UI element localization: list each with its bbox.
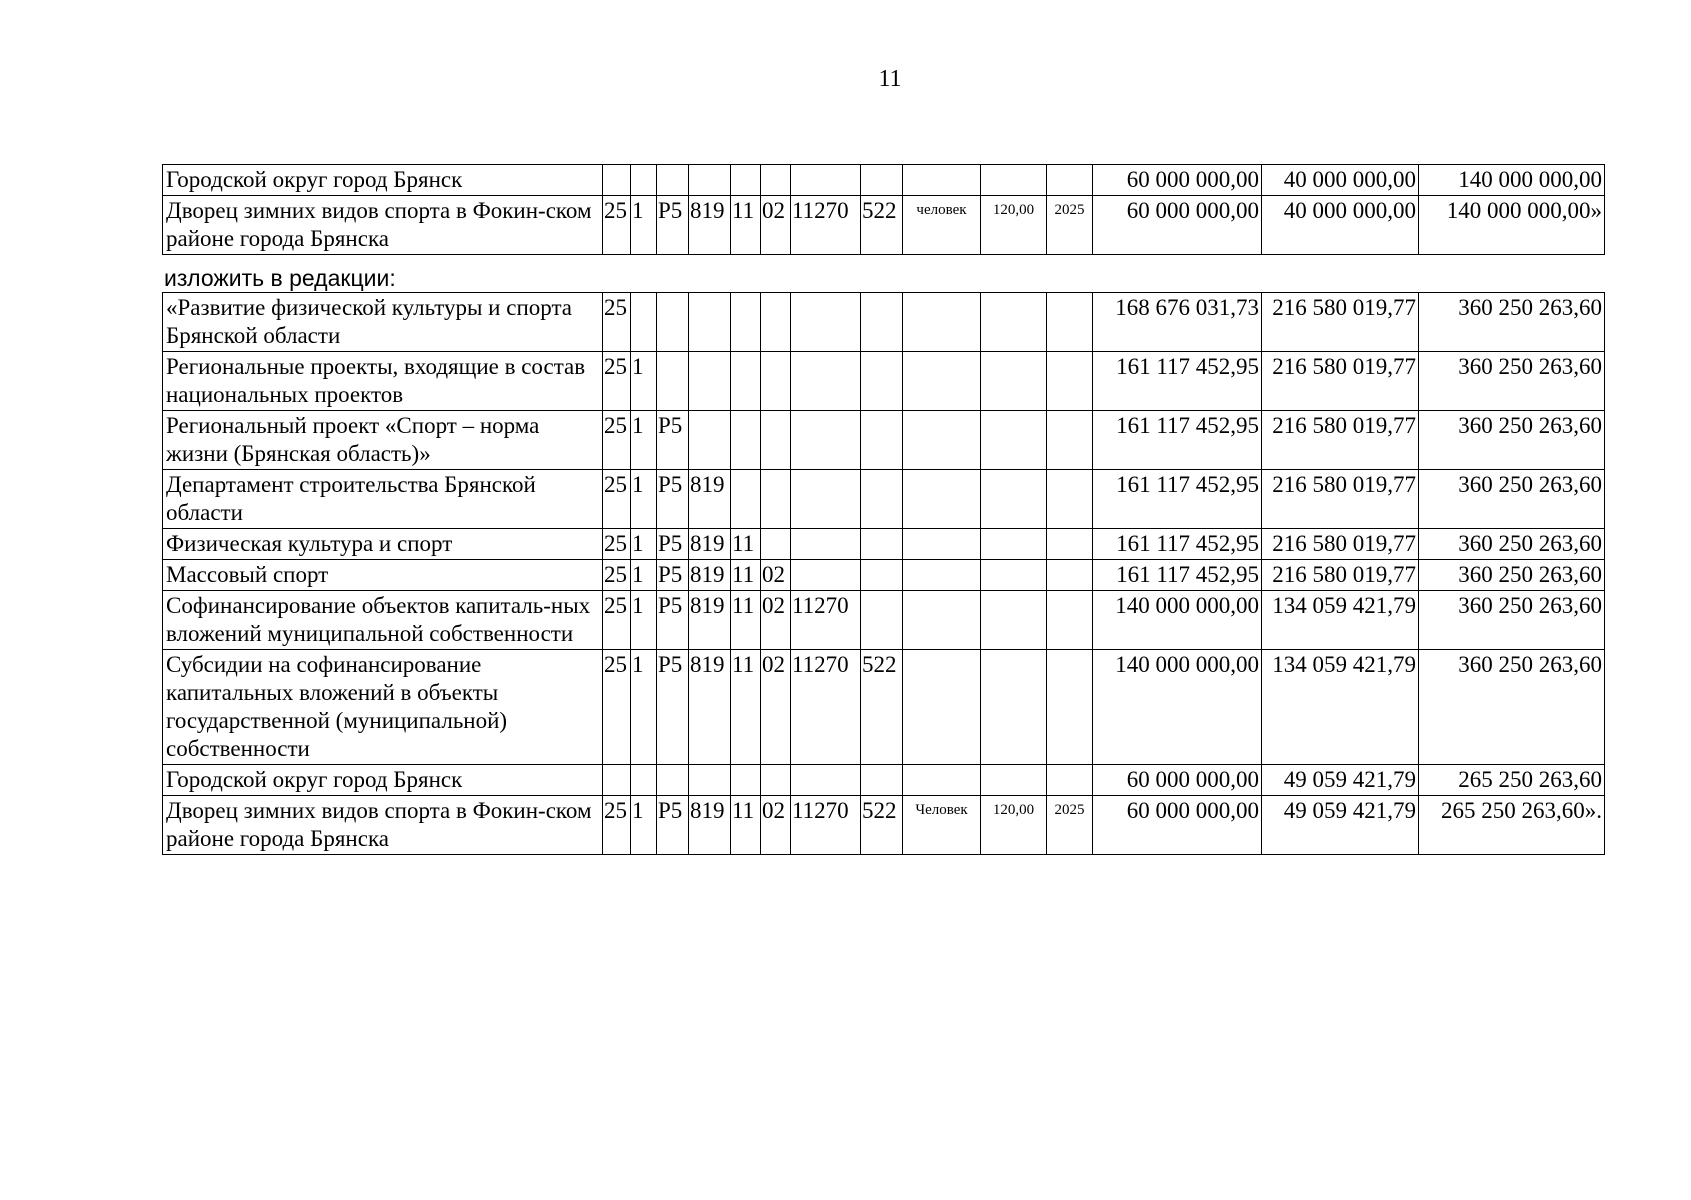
code-cell bbox=[603, 165, 631, 196]
row-name-cell: Дворец зимних видов спорта в Фокин-ском районе города Брянска bbox=[163, 796, 603, 855]
code-cell: 25 bbox=[603, 352, 631, 411]
sum-3-cell: 265 250 263,60 bbox=[1419, 765, 1605, 796]
code-cell bbox=[689, 352, 731, 411]
sum-1-cell: 140 000 000,00 bbox=[1093, 591, 1262, 650]
sum-1-cell: 60 000 000,00 bbox=[1093, 796, 1262, 855]
sum-3-cell: 360 250 263,60 bbox=[1419, 470, 1605, 529]
code-cell bbox=[791, 293, 861, 352]
table-row bbox=[163, 165, 1605, 196]
sum-2-cell: 40 000 000,00 bbox=[1262, 165, 1419, 196]
code-cell bbox=[861, 165, 903, 196]
old-budget-table bbox=[162, 164, 1605, 255]
sum-1-cell: 140 000 000,00 bbox=[1093, 650, 1262, 765]
code-cell bbox=[603, 765, 631, 796]
unit-cell bbox=[903, 560, 981, 591]
old-table-body bbox=[163, 165, 1605, 255]
sum-3-cell: 140 000 000,00» bbox=[1419, 196, 1605, 255]
indicator-value-cell: 120,00 bbox=[981, 196, 1047, 255]
year-cell bbox=[1047, 650, 1093, 765]
indicator-value-cell bbox=[981, 352, 1047, 411]
indicator-value-cell: 120,00 bbox=[981, 796, 1047, 855]
table-row bbox=[163, 591, 1605, 650]
row-name-cell: Городской округ город Брянск bbox=[163, 165, 603, 196]
code-cell bbox=[761, 470, 791, 529]
unit-cell bbox=[903, 165, 981, 196]
code-cell bbox=[631, 765, 657, 796]
code-cell: 522 bbox=[861, 196, 903, 255]
code-cell: 11270 bbox=[791, 196, 861, 255]
code-cell bbox=[791, 165, 861, 196]
indicator-value-cell bbox=[981, 650, 1047, 765]
table-row bbox=[163, 765, 1605, 796]
code-cell bbox=[861, 293, 903, 352]
year-cell bbox=[1047, 560, 1093, 591]
sum-1-cell: 60 000 000,00 bbox=[1093, 196, 1262, 255]
indicator-value-cell bbox=[981, 470, 1047, 529]
table-row bbox=[163, 529, 1605, 560]
sum-1-cell: 161 117 452,95 bbox=[1093, 529, 1262, 560]
code-cell bbox=[861, 411, 903, 470]
new-table-body bbox=[163, 293, 1605, 855]
code-cell bbox=[861, 529, 903, 560]
code-cell bbox=[689, 411, 731, 470]
sum-1-cell: 161 117 452,95 bbox=[1093, 411, 1262, 470]
sum-2-cell: 49 059 421,79 bbox=[1262, 796, 1419, 855]
code-cell bbox=[731, 765, 761, 796]
code-cell: P5 bbox=[657, 411, 689, 470]
year-cell bbox=[1047, 293, 1093, 352]
code-cell bbox=[731, 470, 761, 529]
code-cell: 1 bbox=[631, 196, 657, 255]
code-cell: 02 bbox=[761, 591, 791, 650]
code-cell bbox=[657, 765, 689, 796]
indicator-value-cell bbox=[981, 765, 1047, 796]
code-cell: 819 bbox=[689, 560, 731, 591]
indicator-value-cell bbox=[981, 591, 1047, 650]
row-name-cell: Субсидии на софинансирование капитальных вложений в объекты государственной (муниципальной) собственности bbox=[163, 650, 603, 765]
code-cell: P5 bbox=[657, 796, 689, 855]
code-cell: 1 bbox=[631, 560, 657, 591]
year-cell bbox=[1047, 591, 1093, 650]
code-cell: 25 bbox=[603, 411, 631, 470]
code-cell: 1 bbox=[631, 470, 657, 529]
code-cell: 819 bbox=[689, 650, 731, 765]
sum-3-cell: 265 250 263,60». bbox=[1419, 796, 1605, 855]
unit-cell bbox=[903, 352, 981, 411]
code-cell bbox=[791, 560, 861, 591]
sum-3-cell: 360 250 263,60 bbox=[1419, 293, 1605, 352]
code-cell bbox=[689, 765, 731, 796]
code-cell bbox=[657, 165, 689, 196]
sum-3-cell: 360 250 263,60 bbox=[1419, 529, 1605, 560]
unit-cell bbox=[903, 293, 981, 352]
code-cell: 11 bbox=[731, 650, 761, 765]
sum-3-cell: 360 250 263,60 bbox=[1419, 591, 1605, 650]
code-cell: P5 bbox=[657, 196, 689, 255]
unit-cell: человек bbox=[903, 196, 981, 255]
sum-2-cell: 216 580 019,77 bbox=[1262, 529, 1419, 560]
unit-cell bbox=[903, 470, 981, 529]
unit-cell bbox=[903, 411, 981, 470]
code-cell bbox=[731, 411, 761, 470]
code-cell: 1 bbox=[631, 650, 657, 765]
code-cell: 02 bbox=[761, 196, 791, 255]
code-cell bbox=[861, 560, 903, 591]
code-cell bbox=[761, 411, 791, 470]
code-cell: 819 bbox=[689, 196, 731, 255]
code-cell bbox=[791, 411, 861, 470]
code-cell: 1 bbox=[631, 411, 657, 470]
code-cell: 02 bbox=[761, 650, 791, 765]
code-cell: 25 bbox=[603, 591, 631, 650]
code-cell: 11 bbox=[731, 196, 761, 255]
sum-2-cell: 216 580 019,77 bbox=[1262, 560, 1419, 591]
code-cell: 819 bbox=[689, 591, 731, 650]
code-cell bbox=[761, 529, 791, 560]
code-cell: 02 bbox=[761, 560, 791, 591]
sum-2-cell: 216 580 019,77 bbox=[1262, 470, 1419, 529]
code-cell bbox=[731, 165, 761, 196]
year-cell: 2025 bbox=[1047, 796, 1093, 855]
sum-1-cell: 161 117 452,95 bbox=[1093, 560, 1262, 591]
year-cell bbox=[1047, 529, 1093, 560]
code-cell bbox=[791, 352, 861, 411]
code-cell bbox=[631, 293, 657, 352]
indicator-value-cell bbox=[981, 293, 1047, 352]
code-cell bbox=[689, 293, 731, 352]
code-cell: 25 bbox=[603, 196, 631, 255]
sum-2-cell: 134 059 421,79 bbox=[1262, 591, 1419, 650]
year-cell bbox=[1047, 765, 1093, 796]
row-name-cell: Департамент строительства Брянской области bbox=[163, 470, 603, 529]
code-cell: 11 bbox=[731, 560, 761, 591]
sum-1-cell: 161 117 452,95 bbox=[1093, 470, 1262, 529]
sum-1-cell: 168 676 031,73 bbox=[1093, 293, 1262, 352]
sum-3-cell: 360 250 263,60 bbox=[1419, 650, 1605, 765]
page-number: 11 bbox=[878, 66, 902, 92]
code-cell: 819 bbox=[689, 470, 731, 529]
code-cell bbox=[791, 529, 861, 560]
code-cell bbox=[791, 470, 861, 529]
code-cell: 25 bbox=[603, 293, 631, 352]
code-cell: 1 bbox=[631, 591, 657, 650]
year-cell bbox=[1047, 411, 1093, 470]
unit-cell bbox=[903, 529, 981, 560]
code-cell bbox=[731, 352, 761, 411]
code-cell bbox=[731, 293, 761, 352]
code-cell bbox=[861, 352, 903, 411]
code-cell bbox=[657, 293, 689, 352]
code-cell: 522 bbox=[861, 796, 903, 855]
code-cell bbox=[861, 765, 903, 796]
row-name-cell: Дворец зимних видов спорта в Фокин-ском районе города Брянска bbox=[163, 196, 603, 255]
code-cell bbox=[657, 352, 689, 411]
code-cell bbox=[761, 352, 791, 411]
code-cell: 25 bbox=[603, 470, 631, 529]
unit-cell bbox=[903, 650, 981, 765]
indicator-value-cell bbox=[981, 411, 1047, 470]
sum-1-cell: 60 000 000,00 bbox=[1093, 765, 1262, 796]
unit-cell: Человек bbox=[903, 796, 981, 855]
sum-1-cell: 161 117 452,95 bbox=[1093, 352, 1262, 411]
table-row bbox=[163, 293, 1605, 352]
sum-2-cell: 40 000 000,00 bbox=[1262, 196, 1419, 255]
unit-cell bbox=[903, 765, 981, 796]
row-name-cell: Региональные проекты, входящие в состав национальных проектов bbox=[163, 352, 603, 411]
code-cell bbox=[631, 165, 657, 196]
unit-cell bbox=[903, 591, 981, 650]
code-cell: 819 bbox=[689, 796, 731, 855]
table-row bbox=[163, 650, 1605, 765]
sum-1-cell: 60 000 000,00 bbox=[1093, 165, 1262, 196]
code-cell bbox=[761, 293, 791, 352]
code-cell: 819 bbox=[689, 529, 731, 560]
code-cell: 11270 bbox=[791, 591, 861, 650]
code-cell: 1 bbox=[631, 352, 657, 411]
year-cell bbox=[1047, 470, 1093, 529]
year-cell: 2025 bbox=[1047, 196, 1093, 255]
indicator-value-cell bbox=[981, 560, 1047, 591]
sum-3-cell: 140 000 000,00 bbox=[1419, 165, 1605, 196]
section-heading: изложить в редакции: bbox=[164, 265, 396, 291]
code-cell bbox=[861, 470, 903, 529]
sum-3-cell: 360 250 263,60 bbox=[1419, 411, 1605, 470]
table-row bbox=[163, 352, 1605, 411]
sum-2-cell: 216 580 019,77 bbox=[1262, 293, 1419, 352]
code-cell: 522 bbox=[861, 650, 903, 765]
code-cell: 1 bbox=[631, 796, 657, 855]
sum-2-cell: 216 580 019,77 bbox=[1262, 411, 1419, 470]
code-cell: 11 bbox=[731, 529, 761, 560]
table-row bbox=[163, 470, 1605, 529]
sum-2-cell: 134 059 421,79 bbox=[1262, 650, 1419, 765]
row-name-cell: Городской округ город Брянск bbox=[163, 765, 603, 796]
code-cell bbox=[791, 765, 861, 796]
row-name-cell: Софинансирование объектов капиталь-ных вложений муниципальной собственности bbox=[163, 591, 603, 650]
table-row bbox=[163, 560, 1605, 591]
code-cell: 25 bbox=[603, 650, 631, 765]
row-name-cell: Физическая культура и спорт bbox=[163, 529, 603, 560]
new-budget-table bbox=[162, 292, 1605, 855]
code-cell bbox=[761, 765, 791, 796]
table-row bbox=[163, 196, 1605, 255]
code-cell: P5 bbox=[657, 650, 689, 765]
table-row bbox=[163, 796, 1605, 855]
code-cell: 11 bbox=[731, 796, 761, 855]
code-cell: 25 bbox=[603, 529, 631, 560]
indicator-value-cell bbox=[981, 165, 1047, 196]
sum-2-cell: 49 059 421,79 bbox=[1262, 765, 1419, 796]
code-cell: P5 bbox=[657, 591, 689, 650]
code-cell: 25 bbox=[603, 560, 631, 591]
code-cell bbox=[861, 591, 903, 650]
row-name-cell: «Развитие физической культуры и спорта Брянской области bbox=[163, 293, 603, 352]
code-cell: 11270 bbox=[791, 650, 861, 765]
indicator-value-cell bbox=[981, 529, 1047, 560]
code-cell: 1 bbox=[631, 529, 657, 560]
code-cell: 02 bbox=[761, 796, 791, 855]
sum-3-cell: 360 250 263,60 bbox=[1419, 560, 1605, 591]
code-cell: P5 bbox=[657, 529, 689, 560]
code-cell: 25 bbox=[603, 796, 631, 855]
code-cell bbox=[761, 165, 791, 196]
year-cell bbox=[1047, 165, 1093, 196]
code-cell: P5 bbox=[657, 470, 689, 529]
sum-3-cell: 360 250 263,60 bbox=[1419, 352, 1605, 411]
code-cell: 11270 bbox=[791, 796, 861, 855]
code-cell: P5 bbox=[657, 560, 689, 591]
row-name-cell: Массовый спорт bbox=[163, 560, 603, 591]
row-name-cell: Региональный проект «Спорт – норма жизни (Брянская область)» bbox=[163, 411, 603, 470]
code-cell bbox=[689, 165, 731, 196]
year-cell bbox=[1047, 352, 1093, 411]
table-row bbox=[163, 411, 1605, 470]
code-cell: 11 bbox=[731, 591, 761, 650]
sum-2-cell: 216 580 019,77 bbox=[1262, 352, 1419, 411]
